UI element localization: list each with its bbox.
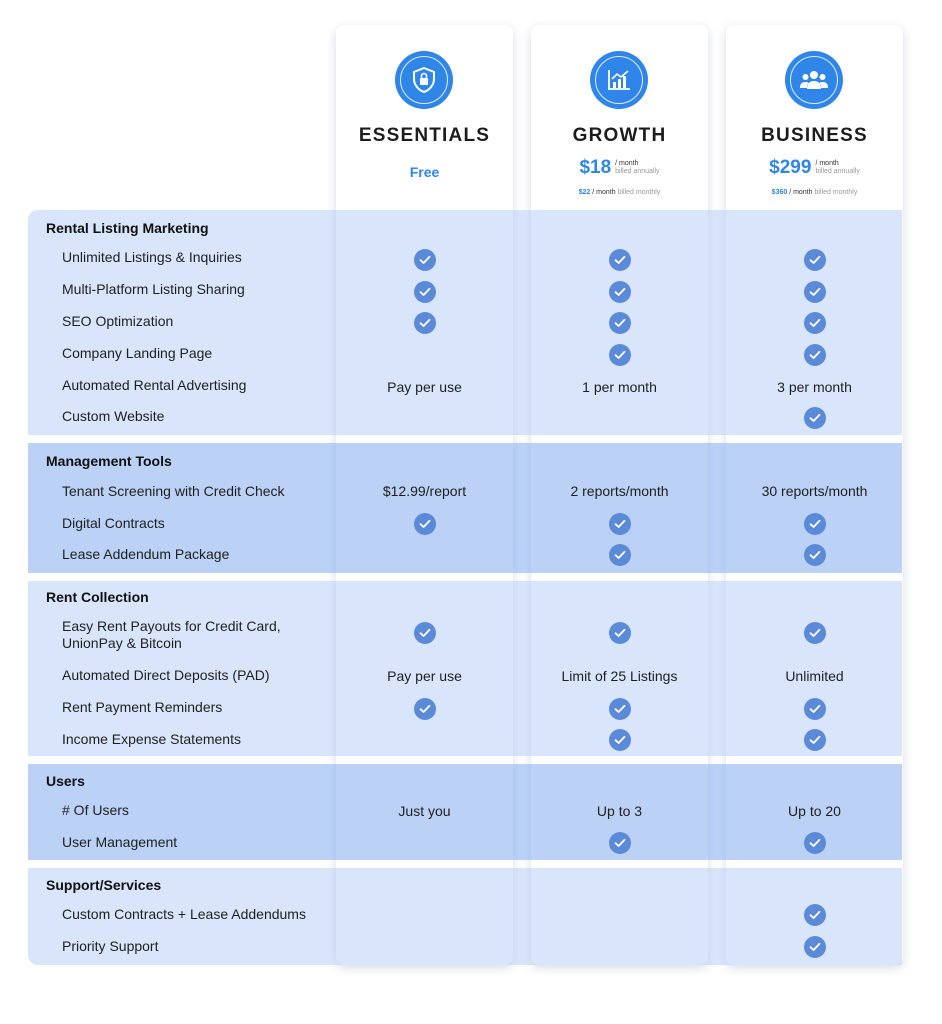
feature-label: Income Expense Statements	[62, 731, 241, 747]
check-icon	[726, 308, 903, 338]
check-icon	[336, 618, 513, 648]
check-icon	[531, 509, 708, 539]
cell-value: Just you	[398, 803, 451, 819]
cell-value: 1 per month	[582, 379, 657, 395]
alt-unit: / month	[592, 189, 616, 196]
check-icon	[336, 277, 513, 307]
feature-label: Automated Rental Advertising	[62, 377, 247, 393]
cell-value: $12.99/report	[382, 483, 467, 499]
feature-label: Company Landing Page	[62, 345, 213, 361]
check-icon	[336, 509, 513, 539]
feature-label: Easy Rent Payouts for Credit Card, UnionPay & Bitcoin	[62, 618, 281, 651]
check-icon	[726, 694, 903, 724]
feature-label: # Of Users	[62, 802, 129, 818]
price-monthly	[531, 189, 708, 196]
check-icon	[726, 509, 903, 539]
section-title: Users	[46, 773, 85, 789]
check-icon	[726, 828, 903, 858]
check-icon	[336, 308, 513, 338]
section-rent-collection	[28, 581, 902, 756]
users-group-icon	[785, 51, 843, 109]
price-amount: $299	[769, 157, 812, 178]
feature-label: Unlimited Listings & Inquiries	[62, 249, 242, 265]
plan-header-business	[726, 25, 903, 210]
check-icon	[531, 308, 708, 338]
check-icon	[726, 403, 903, 433]
plan-price: Free	[409, 164, 440, 180]
plan-header-growth	[531, 25, 708, 210]
shield-lock-icon	[395, 51, 453, 109]
price-annual	[531, 157, 708, 179]
cell-value: 30 reports/month	[761, 483, 868, 499]
check-icon	[531, 694, 708, 724]
check-icon	[336, 694, 513, 724]
feature-label: Lease Addendum Package	[62, 546, 230, 562]
section-title: Rental Listing Marketing	[46, 220, 209, 236]
check-icon	[726, 900, 903, 930]
section-users	[28, 764, 902, 860]
alt-price: $22	[578, 189, 591, 196]
check-icon	[531, 540, 708, 570]
feature-label: Multi-Platform Listing Sharing	[62, 281, 245, 297]
section-title: Rent Collection	[46, 589, 149, 605]
chart-growth-icon	[590, 51, 648, 109]
cell-value: Limit of 25 Listings	[561, 668, 678, 684]
check-icon	[531, 245, 708, 275]
alt-billing: billed monthly	[814, 189, 858, 196]
section-rental-listing-marketing	[28, 210, 902, 435]
check-icon	[531, 828, 708, 858]
cell-value: 3 per month	[777, 379, 852, 395]
plan-header-essentials	[336, 25, 513, 210]
cell-value: 2 reports/month	[570, 483, 669, 499]
check-icon	[726, 340, 903, 370]
check-icon	[726, 618, 903, 648]
section-title: Management Tools	[46, 453, 172, 469]
feature-label: Digital Contracts	[62, 515, 165, 531]
cell-value: Pay per use	[387, 668, 462, 684]
section-support-services	[28, 868, 902, 965]
alt-billing: billed monthly	[617, 189, 661, 196]
feature-label: Tenant Screening with Credit Check	[62, 483, 285, 499]
price-amount: $18	[579, 157, 612, 178]
feature-label: Custom Website	[62, 408, 165, 424]
check-icon	[531, 340, 708, 370]
check-icon	[726, 725, 903, 755]
check-icon	[531, 277, 708, 307]
plan-name: ESSENTIALS	[358, 125, 491, 146]
check-icon	[531, 618, 708, 648]
check-icon	[531, 725, 708, 755]
feature-label: SEO Optimization	[62, 313, 174, 329]
section-title: Support/Services	[46, 877, 162, 893]
feature-label: Rent Payment Reminders	[62, 699, 223, 715]
section-management-tools	[28, 443, 902, 573]
check-icon	[726, 277, 903, 307]
check-icon	[726, 932, 903, 962]
cell-value: Up to 20	[788, 803, 841, 819]
feature-label: Priority Support	[62, 938, 159, 954]
price-billing: billed annually	[815, 168, 860, 175]
check-icon	[726, 540, 903, 570]
cell-value: Pay per use	[387, 379, 462, 395]
feature-label: Automated Direct Deposits (PAD)	[62, 667, 270, 683]
price-annual	[726, 157, 903, 179]
feature-label: Custom Contracts + Lease Addendums	[62, 906, 306, 922]
price-monthly	[726, 189, 903, 196]
plan-name: BUSINESS	[761, 125, 868, 146]
price-unit: / month	[815, 160, 839, 167]
check-icon	[336, 245, 513, 275]
cell-value: Up to 3	[596, 803, 643, 819]
cell-value: Unlimited	[785, 668, 844, 684]
price-unit: / month	[615, 160, 639, 167]
alt-unit: / month	[789, 189, 813, 196]
alt-price: $360	[771, 189, 788, 196]
price-billing: billed annually	[615, 168, 660, 175]
feature-label: User Management	[62, 834, 178, 850]
check-icon	[726, 245, 903, 275]
plan-name: GROWTH	[572, 125, 667, 146]
